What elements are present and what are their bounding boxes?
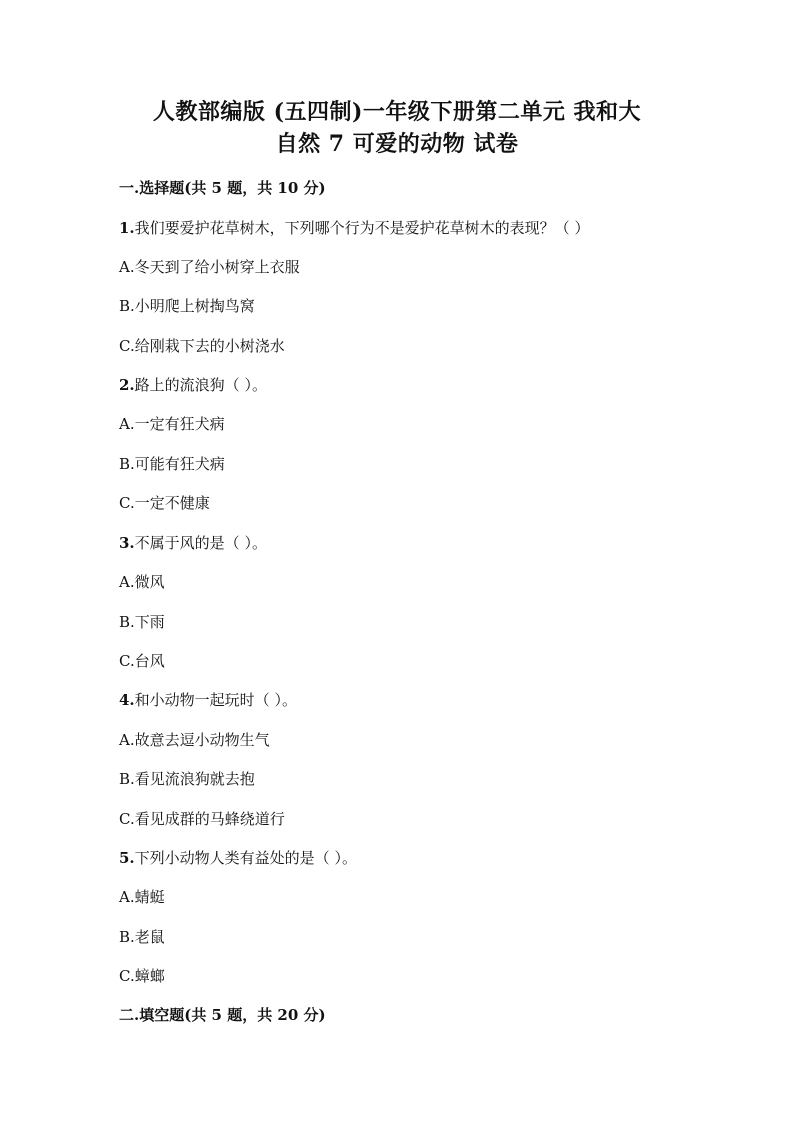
page-title-line-1: 人教部编版 (五四制)一年级下册第二单元 我和大 (152, 99, 642, 125)
question-text: 路上的流浪狗（ ）。 (134, 376, 267, 394)
question-3-option-a: A.微风 (119, 573, 165, 591)
question-number: 5. (119, 849, 135, 867)
question-text: 下列小动物人类有益处的是（ ）。 (134, 849, 357, 867)
question-2 (119, 375, 267, 395)
question-3 (119, 533, 267, 553)
question-5-option-c: C.蟑螂 (119, 967, 165, 985)
question-2-option-b: B.可能有狂犬病 (119, 455, 225, 473)
page-title-line-2: 自然 7 可爱的动物 试卷 (275, 131, 519, 157)
question-4-option-c: C.看见成群的马蜂绕道行 (119, 810, 285, 828)
question-text: 和小动物一起玩时（ ）。 (134, 691, 297, 709)
question-number: 2. (119, 376, 135, 394)
question-number: 4. (119, 691, 135, 709)
question-5-option-b: B.老鼠 (119, 928, 165, 946)
question-3-option-b: B.下雨 (119, 613, 165, 631)
question-1 (119, 218, 589, 238)
question-number: 3. (119, 534, 135, 552)
question-number: 1. (119, 219, 135, 237)
question-5-option-a: A.蜻蜓 (119, 888, 165, 906)
question-1-option-b: B.小明爬上树掏鸟窝 (119, 297, 255, 315)
question-1-option-a: A.冬天到了给小树穿上衣服 (119, 258, 300, 276)
question-4-option-a: A.故意去逗小动物生气 (119, 731, 270, 749)
question-1-option-c: C.给刚栽下去的小树浇水 (119, 337, 285, 355)
section-heading-choice: 一.选择题(共 5 题，共 10 分) (119, 179, 326, 197)
question-text: 不属于风的是（ ）。 (134, 534, 267, 552)
question-5 (119, 848, 357, 868)
section-heading-fill-in: 二.填空题(共 5 题，共 20 分) (119, 1006, 326, 1024)
question-2-option-a: A.一定有狂犬病 (119, 415, 225, 433)
question-3-option-c: C.台风 (119, 652, 165, 670)
question-4-option-b: B.看见流浪狗就去抱 (119, 770, 255, 788)
page-title (110, 96, 684, 160)
question-2-option-c: C.一定不健康 (119, 494, 210, 512)
question-text: 我们要爱护花草树木，下列哪个行为不是爱护花草树木的表现？（ ） (134, 219, 590, 237)
question-4 (119, 690, 297, 710)
